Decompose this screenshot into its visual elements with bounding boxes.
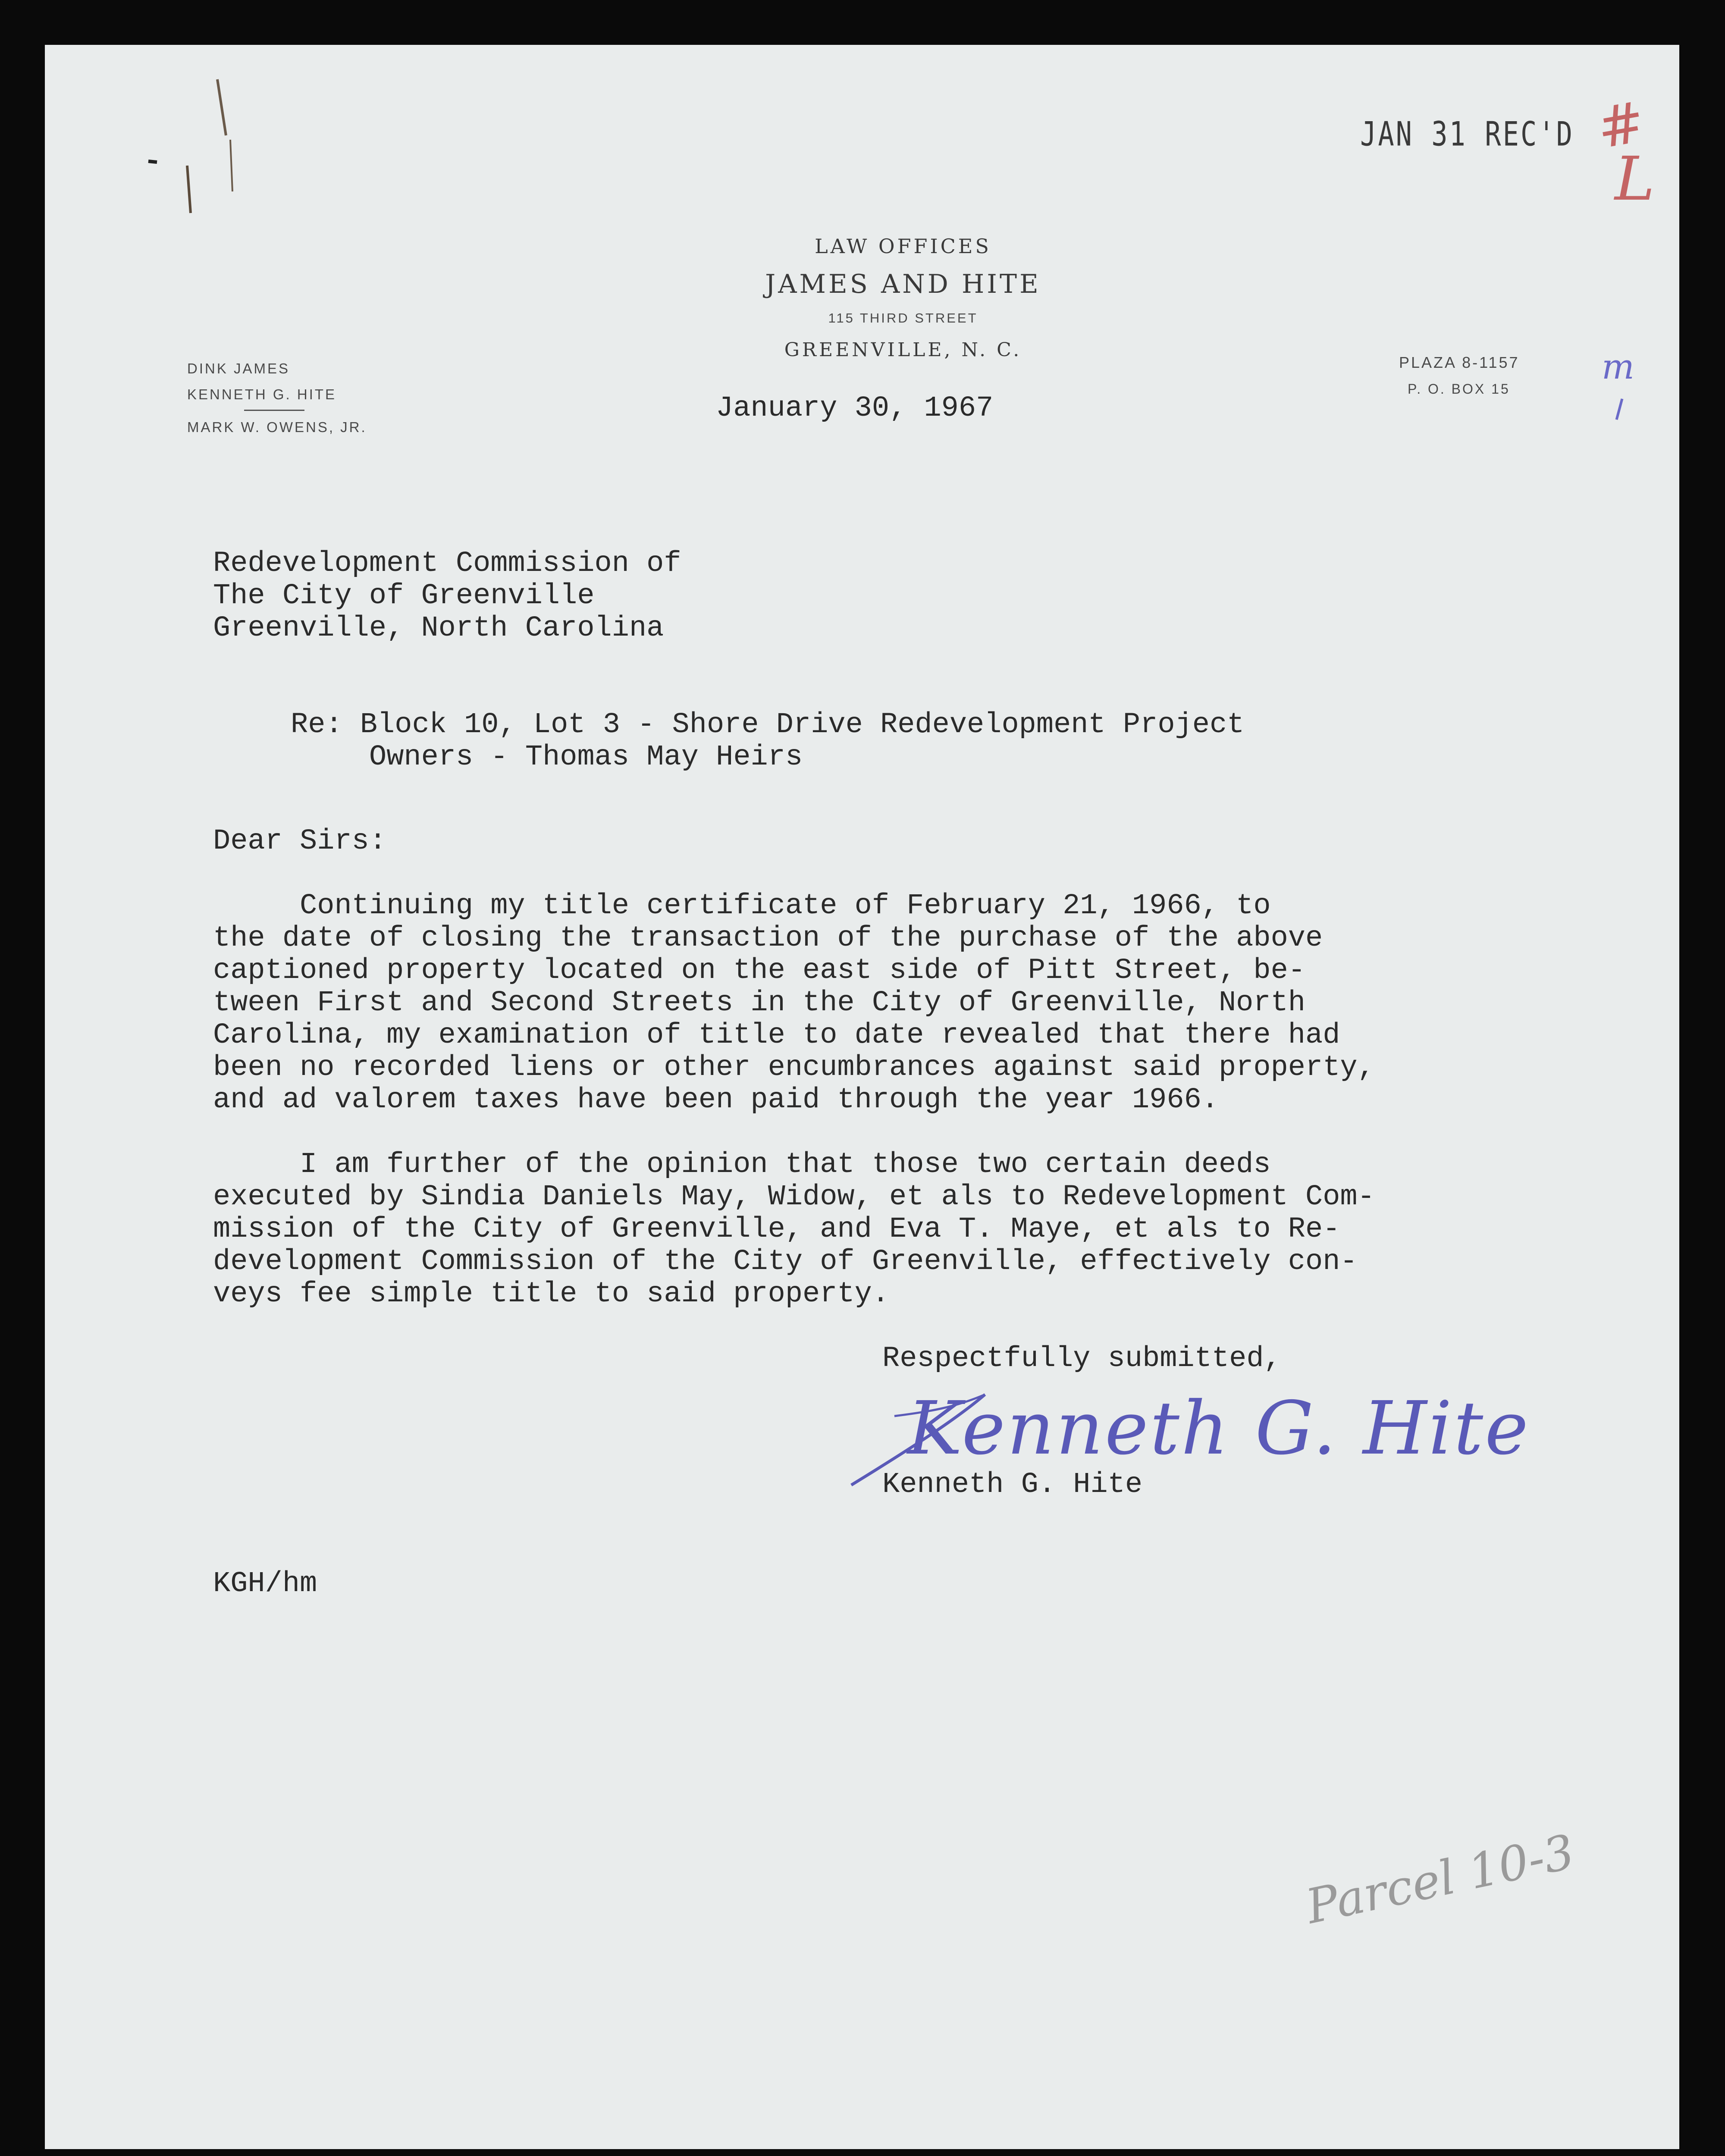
- re-line-1: Re: Block 10, Lot 3 - Shore Drive Redevelopment Project: [291, 708, 1245, 741]
- margin-initial: m: [1602, 347, 1634, 387]
- partner-2: KENNETH G. HITE: [187, 386, 337, 402]
- salutation: Dear Sirs:: [213, 825, 387, 858]
- signer-name: Kenneth G. Hite: [882, 1468, 1143, 1501]
- recipient-line-3: Greenville, North Carolina: [213, 612, 664, 645]
- paragraph-1-line-7: and ad valorem taxes have been paid through the year 1966.: [213, 1084, 1219, 1116]
- corner-mark-initial: L: [1615, 144, 1655, 214]
- paragraph-1-line-6: been no recorded liens or other encumbrances against said property,: [213, 1051, 1375, 1084]
- margin-tick: [1615, 398, 1624, 420]
- paragraph-1-line-5: Carolina, my examination of title to date revealed that there had: [213, 1019, 1340, 1052]
- paragraph-1-line-4: tween First and Second Streets in the City of Greenville, North: [213, 987, 1306, 1019]
- staple-marks: [140, 71, 252, 252]
- partner-1: DINK JAMES: [187, 360, 290, 376]
- partner-divider: [244, 410, 304, 411]
- letterhead-line1: LAW OFFICES: [815, 235, 991, 258]
- paragraph-2-line-5: veys fee simple title to said property.: [213, 1278, 890, 1310]
- paragraph-1-line-2: the date of closing the transaction of the purchase of the above: [213, 922, 1323, 955]
- paragraph-2-line-1: I am further of the opinion that those two certain deeds: [213, 1148, 1271, 1181]
- letterhead-street: 115 THIRD STREET: [828, 310, 978, 326]
- recipient-line-1: Redevelopment Commission of: [213, 547, 681, 580]
- letter-page: [45, 45, 1679, 2149]
- paragraph-1-line-3: captioned property located on the east side of Pitt Street, be-: [213, 954, 1306, 987]
- paragraph-2-line-3: mission of the City of Greenville, and Eva T. Maye, et als to Re-: [213, 1213, 1340, 1246]
- paragraph-2-line-2: executed by Sindia Daniels May, Widow, et als to Redevelopment Com-: [213, 1181, 1375, 1213]
- letterhead-city: GREENVILLE, N. C.: [784, 339, 1022, 361]
- signature-text: Kenneth G. Hite: [907, 1386, 1530, 1471]
- letterhead-box: P. O. BOX 15: [1408, 381, 1510, 397]
- letterhead-phone: PLAZA 8-1157: [1399, 354, 1520, 371]
- letterhead-firm: JAMES AND HITE: [765, 269, 1041, 299]
- received-stamp: JAN 31 REC'D: [1360, 114, 1574, 154]
- partner-3: MARK W. OWENS, JR.: [187, 419, 367, 435]
- re-line-2: Owners - Thomas May Heirs: [369, 741, 803, 774]
- letter-date: January 30, 1967: [716, 392, 994, 425]
- recipient-line-2: The City of Greenville: [213, 580, 595, 612]
- typist-initials: KGH/hm: [213, 1567, 317, 1600]
- corner-mark-number: #: [1592, 88, 1650, 162]
- closing: Respectfully submitted,: [882, 1342, 1281, 1375]
- parcel-note: Parcel 10-3: [1301, 1824, 1579, 1935]
- paragraph-2-line-4: development Commission of the City of Greenville, effectively con-: [213, 1245, 1358, 1278]
- paragraph-1-line-1: Continuing my title certificate of February 21, 1966, to: [213, 890, 1271, 922]
